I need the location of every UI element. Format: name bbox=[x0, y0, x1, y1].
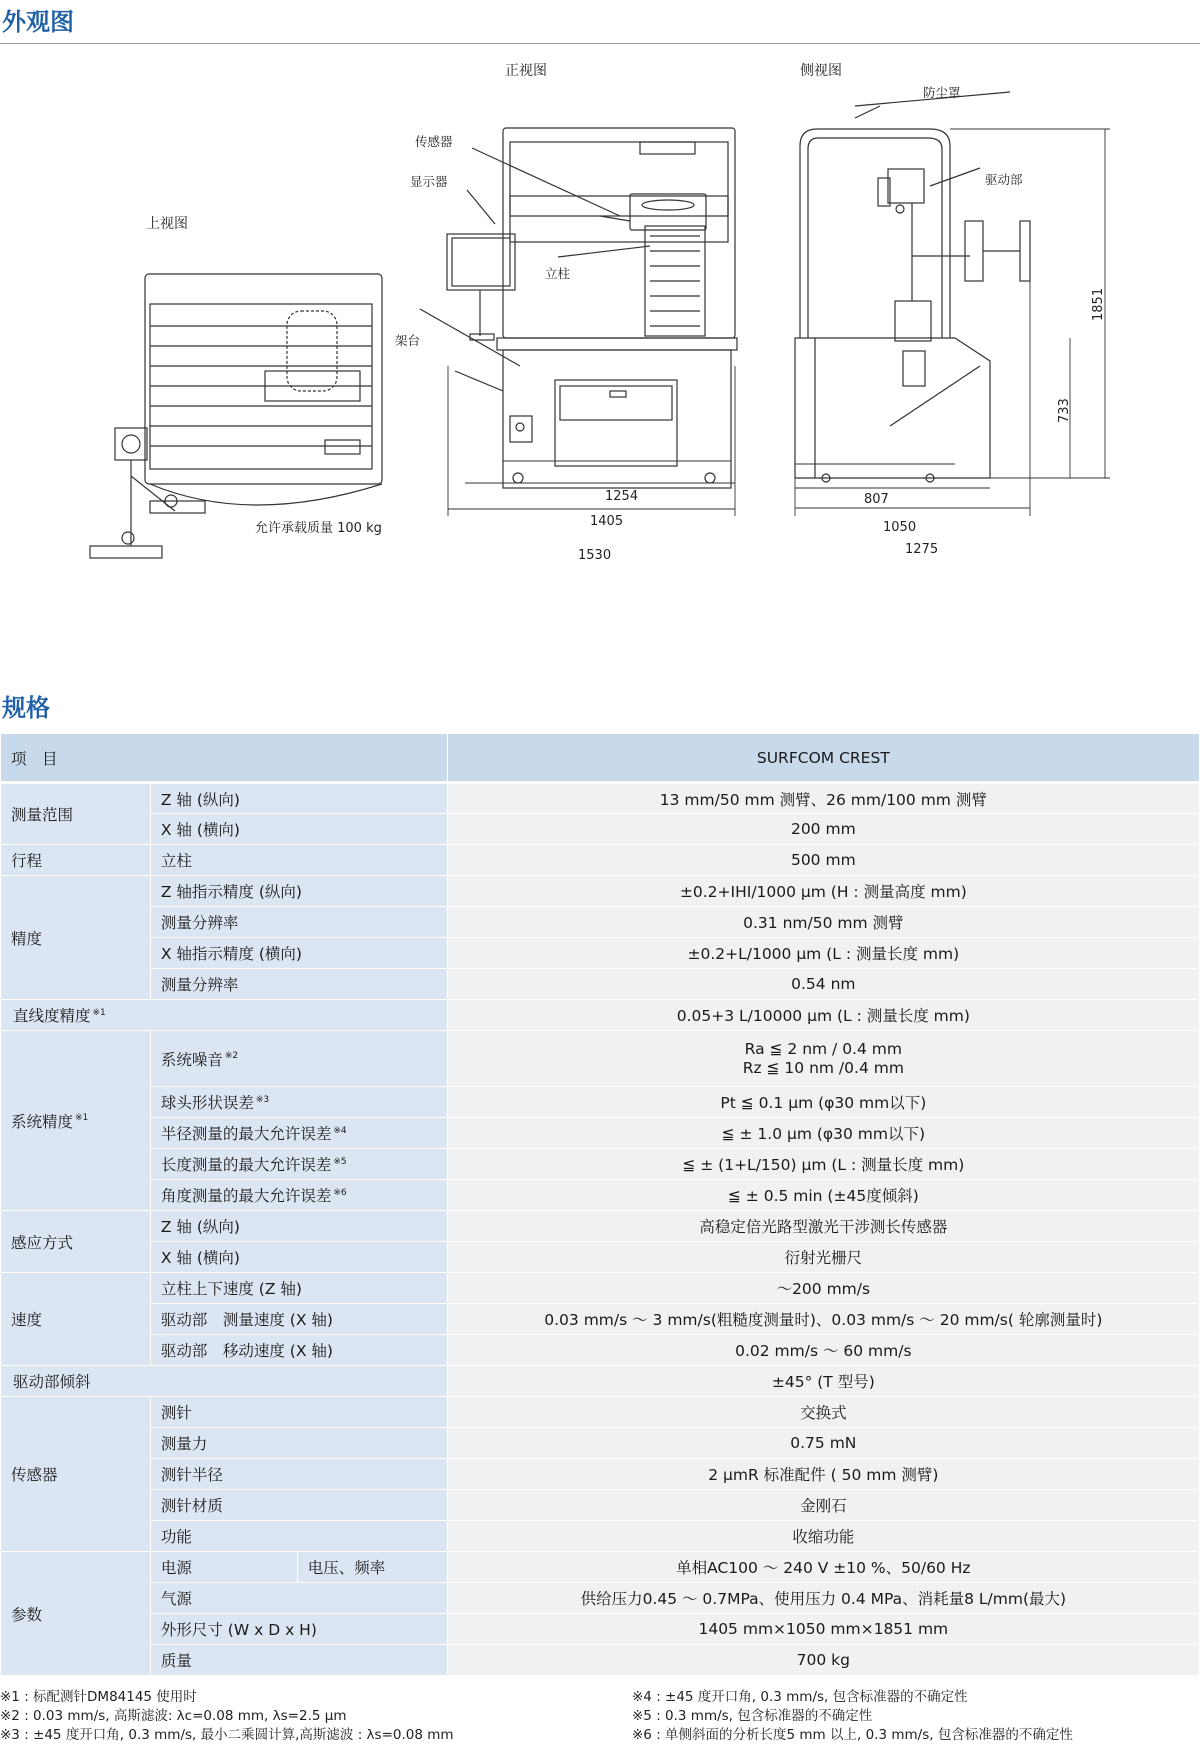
header-model: SURFCOM CREST bbox=[447, 734, 1199, 783]
sub-drive-move-speed: 驱动部 移动速度 (X 轴) bbox=[150, 1335, 447, 1366]
dim-side-mid: 1050 bbox=[883, 520, 917, 535]
footnote-4: ※4 : ±45 度开口角, 0.3 mm/s, 包含标准器的不确定性 bbox=[632, 1689, 968, 1705]
sub-stylus-radius: 测针半径 bbox=[150, 1459, 447, 1490]
val-stylus: 交换式 bbox=[447, 1397, 1199, 1428]
cat-straightness: 直线度精度 $^{※1}$ bbox=[1, 1000, 448, 1031]
table-row bbox=[1, 783, 1200, 814]
dim-side-outer: 1275 bbox=[905, 542, 939, 557]
sub-z-indication: Z 轴指示精度 (纵向) bbox=[150, 876, 447, 907]
cat-system-accuracy: 系统精度 $^{※1}$ bbox=[1, 1031, 151, 1211]
table-row bbox=[1, 1273, 1200, 1304]
spec-table bbox=[0, 733, 1200, 1676]
cat-accuracy: 精度 bbox=[1, 876, 151, 1000]
sub-z-resolution: 测量分辨率 bbox=[150, 907, 447, 938]
footnotes-left bbox=[0, 1688, 454, 1745]
table-row bbox=[1, 1180, 1200, 1211]
table-row bbox=[1, 1521, 1200, 1552]
val-measuring-force: 0.75 mN bbox=[447, 1428, 1199, 1459]
sensor-label: 传感器 bbox=[415, 134, 453, 149]
table-row bbox=[1, 1552, 1200, 1583]
table-row bbox=[1, 938, 1200, 969]
table-row bbox=[1, 1304, 1200, 1335]
sub-voltage-freq: 电压、频率 bbox=[297, 1552, 447, 1583]
val-z-indication: ±0.2+IHI/1000 μm (H : 测量高度 mm) bbox=[447, 876, 1199, 907]
stand-label: 架台 bbox=[395, 333, 421, 348]
appearance-drawing bbox=[0, 46, 1200, 586]
sub-radius-error: 半径测量的最大允许误差 $^{※4}$ bbox=[150, 1118, 447, 1149]
dust-cover-label: 防尘罩 bbox=[923, 85, 961, 100]
sub-power: 电源 bbox=[150, 1552, 297, 1583]
val-radius-error: ≦ ± 1.0 μm (φ30 mm以下) bbox=[447, 1118, 1199, 1149]
load-capacity-label: 允许承载质量 100 kg bbox=[255, 521, 382, 536]
sub-x-resolution: 测量分辨率 bbox=[150, 969, 447, 1000]
val-system-noise: Ra ≦ 2 nm / 0.4 mm Rz ≦ 10 nm /0.4 mm bbox=[447, 1031, 1199, 1087]
table-row bbox=[1, 1335, 1200, 1366]
val-column-speed: ～200 mm/s bbox=[447, 1273, 1199, 1304]
table-row bbox=[1, 1118, 1200, 1149]
cat-parameters: 参数 bbox=[1, 1552, 151, 1676]
table-row bbox=[1, 845, 1200, 876]
val-mass: 700 kg bbox=[447, 1645, 1199, 1676]
sub-stylus: 测针 bbox=[150, 1397, 447, 1428]
column-label: 立柱 bbox=[545, 266, 571, 281]
table-header-row bbox=[1, 734, 1200, 783]
header-item: 项 目 bbox=[1, 734, 448, 783]
front-view-drawing bbox=[447, 128, 737, 488]
table-row bbox=[1, 1149, 1200, 1180]
dim-front-outer: 1530 bbox=[578, 548, 612, 563]
footnote-6: ※6 : 单侧斜面的分析长度5 mm 以上, 0.3 mm/s, 包含标准器的不确定性 bbox=[632, 1727, 1073, 1743]
dim-side-inner: 807 bbox=[864, 492, 889, 507]
val-x-indication: ±0.2+L/1000 μm (L : 测量长度 mm) bbox=[447, 938, 1199, 969]
table-row bbox=[1, 907, 1200, 938]
sub-function: 功能 bbox=[150, 1521, 447, 1552]
table-row bbox=[1, 1614, 1200, 1645]
sub-dimensions: 外形尺寸 (W x D x H) bbox=[150, 1614, 447, 1645]
note-ref-1: ※1 bbox=[92, 1007, 106, 1018]
appearance-heading: 外观图 bbox=[0, 4, 1200, 44]
sub-travel-column: 立柱 bbox=[150, 845, 447, 876]
val-power: 单相AC100 ～ 240 V ±10 %、50/60 Hz bbox=[447, 1552, 1199, 1583]
sub-air: 气源 bbox=[150, 1583, 447, 1614]
val-z-resolution: 0.31 nm/50 mm 测臂 bbox=[447, 907, 1199, 938]
table-row bbox=[1, 1397, 1200, 1428]
val-air: 供给压力0.45 ～ 0.7MPa、使用压力 0.4 MPa、消耗量8 L/mm(最大) bbox=[447, 1583, 1199, 1614]
sub-drive-measure-speed: 驱动部 测量速度 (X 轴) bbox=[150, 1304, 447, 1335]
table-row bbox=[1, 1087, 1200, 1118]
drive-unit-label: 驱动部 bbox=[985, 172, 1023, 187]
table-row bbox=[1, 969, 1200, 1000]
table-row bbox=[1, 1490, 1200, 1521]
val-drive-measure-speed: 0.03 mm/s ～ 3 mm/s(粗糙度测量时)、0.03 mm/s ～ 20 mm/s( 轮廓测量时) bbox=[447, 1304, 1199, 1335]
table-row bbox=[1, 814, 1200, 845]
table-row bbox=[1, 1366, 1200, 1397]
sub-column-speed: 立柱上下速度 (Z 轴) bbox=[150, 1273, 447, 1304]
cat-sensor: 传感器 bbox=[1, 1397, 151, 1552]
val-x-sensing: 衍射光栅尺 bbox=[447, 1242, 1199, 1273]
sub-angle-error: 角度测量的最大允许误差 $^{※6}$ bbox=[150, 1180, 447, 1211]
sub-system-noise: 系统噪音 $^{※2}$ bbox=[150, 1031, 447, 1087]
dim-height-total: 1851 bbox=[1091, 287, 1106, 321]
val-drive-move-speed: 0.02 mm/s ～ 60 mm/s bbox=[447, 1335, 1199, 1366]
side-view-label: 侧视图 bbox=[800, 63, 842, 79]
dim-front-inner: 1254 bbox=[605, 489, 639, 504]
cat-sensing: 感应方式 bbox=[1, 1211, 151, 1273]
val-z-range: 13 mm/50 mm 测臂、26 mm/100 mm 测臂 bbox=[447, 783, 1199, 814]
val-travel: 500 mm bbox=[447, 845, 1199, 876]
sub-z-sensing: Z 轴 (纵向) bbox=[150, 1211, 447, 1242]
top-view-drawing bbox=[90, 274, 382, 558]
val-angle-error: ≦ ± 0.5 min (±45度倾斜) bbox=[447, 1180, 1199, 1211]
sub-length-error: 长度测量的最大允许误差 $^{※5}$ bbox=[150, 1149, 447, 1180]
sub-z-axis: Z 轴 (纵向) bbox=[150, 783, 447, 814]
cat-drive-tilt: 驱动部倾斜 bbox=[1, 1366, 448, 1397]
val-z-sensing: 高稳定倍光路型激光干涉测长传感器 bbox=[447, 1211, 1199, 1242]
val-sphere-form: Pt ≦ 0.1 μm (φ30 mm以下) bbox=[447, 1087, 1199, 1118]
footnote-1: ※1 : 标配测针DM84145 使用时 bbox=[0, 1689, 197, 1705]
val-x-resolution: 0.54 nm bbox=[447, 969, 1199, 1000]
table-row bbox=[1, 1583, 1200, 1614]
footnote-5: ※5 : 0.3 mm/s, 包含标准器的不确定性 bbox=[632, 1708, 873, 1724]
cat-travel: 行程 bbox=[1, 845, 151, 876]
table-row bbox=[1, 1000, 1200, 1031]
val-dimensions: 1405 mm×1050 mm×1851 mm bbox=[447, 1614, 1199, 1645]
sub-stylus-material: 测针材质 bbox=[150, 1490, 447, 1521]
dim-front-mid: 1405 bbox=[590, 514, 624, 529]
top-view-label: 上视图 bbox=[146, 216, 188, 232]
sub-x-sensing: X 轴 (横向) bbox=[150, 1242, 447, 1273]
table-row bbox=[1, 876, 1200, 907]
footnote-3: ※3 : ±45 度开口角, 0.3 mm/s, 最小二乘圆计算,高斯滤波 : λs=0.08 mm bbox=[0, 1727, 454, 1743]
table-row bbox=[1, 1031, 1200, 1087]
sub-x-indication: X 轴指示精度 (横向) bbox=[150, 938, 447, 969]
val-drive-tilt: ±45° (T 型号) bbox=[447, 1366, 1199, 1397]
val-stylus-radius: 2 μmR 标准配件 ( 50 mm 测臂) bbox=[447, 1459, 1199, 1490]
table-row bbox=[1, 1242, 1200, 1273]
display-label: 显示器 bbox=[410, 174, 448, 189]
val-length-error: ≦ ± (1+L/150) μm (L : 测量长度 mm) bbox=[447, 1149, 1199, 1180]
val-x-range: 200 mm bbox=[447, 814, 1199, 845]
footnote-2: ※2 : 0.03 mm/s, 高斯滤波: λc=0.08 mm, λs=2.5 μm bbox=[0, 1708, 347, 1724]
sub-mass: 质量 bbox=[150, 1645, 447, 1676]
cat-measure-range: 测量范围 bbox=[1, 783, 151, 845]
dim-height-table: 733 bbox=[1057, 398, 1072, 423]
sub-x-axis: X 轴 (横向) bbox=[150, 814, 447, 845]
table-row bbox=[1, 1211, 1200, 1242]
sub-sphere-form: 球头形状误差 $^{※3}$ bbox=[150, 1087, 447, 1118]
table-row bbox=[1, 1645, 1200, 1676]
front-view-label: 正视图 bbox=[505, 63, 547, 79]
val-stylus-material: 金刚石 bbox=[447, 1490, 1199, 1521]
cat-speed: 速度 bbox=[1, 1273, 151, 1366]
val-straightness: 0.05+3 L/10000 μm (L : 测量长度 mm) bbox=[447, 1000, 1199, 1031]
table-row bbox=[1, 1459, 1200, 1490]
footnotes-right bbox=[632, 1688, 1073, 1745]
table-row bbox=[1, 1428, 1200, 1459]
sub-measuring-force: 测量力 bbox=[150, 1428, 447, 1459]
val-function: 收缩功能 bbox=[447, 1521, 1199, 1552]
spec-heading: 规格 bbox=[2, 694, 50, 722]
